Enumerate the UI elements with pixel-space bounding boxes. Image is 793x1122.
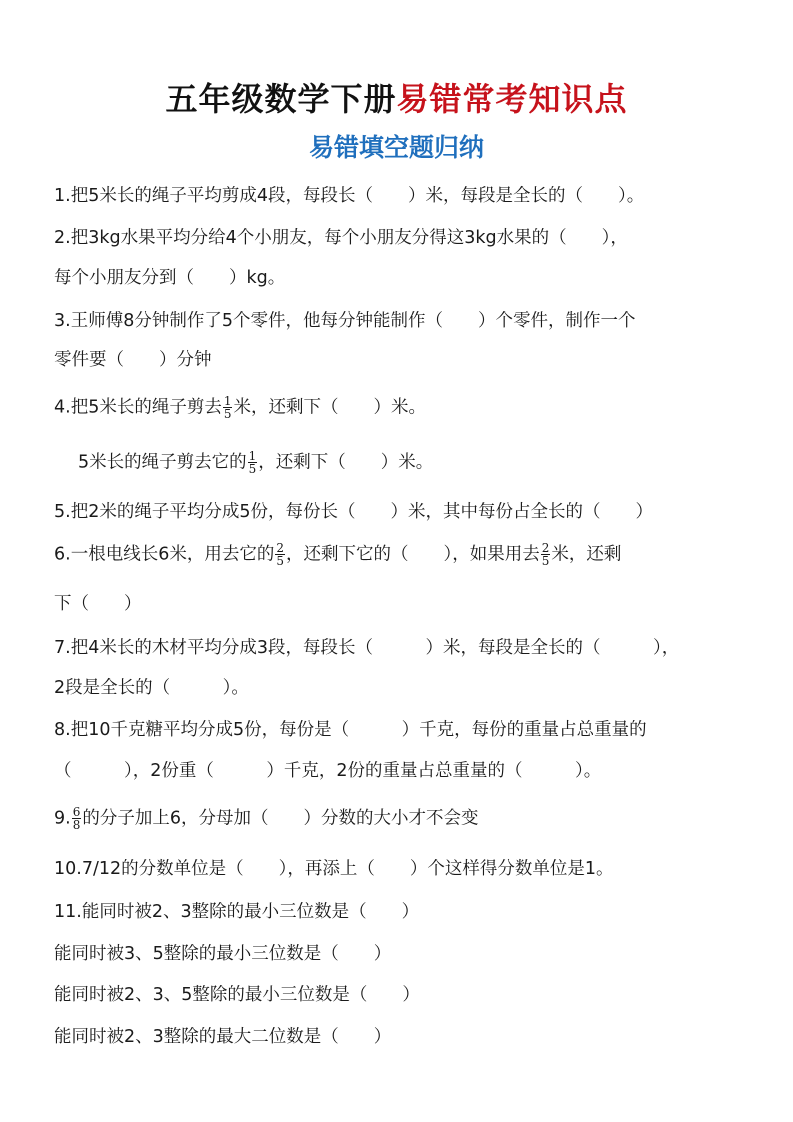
fraction-six-eighths [72,806,82,831]
fraction-numerator: 2 [276,541,284,555]
question-10: 10.7/12的分数单位是（ ），再添上（ ）个这样得分数单位是1。 [54,859,614,879]
question-3-line-2: 零件要（ ）分钟 [54,350,212,370]
fraction-denominator: 5 [276,554,284,568]
q6-prefix: 6.一根电线长6米，用去它的 [54,544,275,565]
title-grade-part: 五年级数学下册 [165,80,397,118]
page-subtitle: 易错填空题归纳 [308,133,484,162]
question-3-line-1: 3.王师傅8分钟制作了5个零件，他每分钟能制作（ ）个零件，制作一个 [54,311,636,331]
question-4-line-1 [54,395,426,420]
question-11-line-4: 能同时被2、3整除的最大二位数是（ ） [54,1027,392,1047]
page-title [0,74,793,120]
question-7-line-2: 2段是全长的（ ）。 [54,678,249,698]
question-6-line-2: 下（ ） [54,594,142,614]
question-8-line-2: （ ），2份重（ ）千克，2份的重量占总重量的（ ）。 [54,761,602,781]
question-2-line-2: 每个小朋友分到（ ）kg。 [54,268,286,288]
fraction-denominator: 5 [223,407,232,421]
question-11-line-2: 能同时被3、5整除的最小三位数是（ ） [54,944,392,964]
q4a-prefix: 4.把5米长的绳子剪去 [54,397,222,418]
question-7-line-1: 7.把4米长的木材平均分成3段，每段长（ ）米，每段是全长的（ ）， [54,638,680,658]
q4a-suffix: 米，还剩下（ ）米。 [233,397,426,418]
fraction-numerator: 6 [72,805,81,819]
fraction-denominator: 5 [248,462,257,476]
title-highlight-part: 易错常考知识点 [396,80,628,118]
q9-suffix: 的分子加上6，分母加（ ）分数的大小才不会变 [82,808,479,829]
q6-suffix: 米，还剩 [551,544,622,565]
question-5: 5.把2米的绳子平均分成5份，每份长（ ）米，其中每份占全长的（ ） [54,502,653,522]
question-1: 1.把5米长的绳子平均剪成4段，每段长（ ）米，每段是全长的（ ）。 [54,186,645,206]
fraction-one-fifth [223,395,233,420]
fraction-one-fifth [248,450,258,475]
fraction-denominator: 8 [72,818,81,832]
fraction-numerator: 2 [541,541,550,555]
question-11-line-3: 能同时被2、3、5整除的最小三位数是（ ） [54,985,420,1005]
fraction-two-fifths [541,542,551,567]
fraction-numerator: 1 [248,449,257,463]
question-6-line-1 [54,542,621,567]
question-8-line-1: 8.把10千克糖平均分成5份，每份是（ ）千克，每份的重量占总重量的 [54,720,647,740]
question-2-line-1: 2.把3kg水果平均分给4个小朋友，每个小朋友分得这3kg水果的（ ）， [54,228,628,248]
q6-middle: ，还剩下它的（ ），如果用去 [285,544,540,565]
q4b-prefix: 5米长的绳子剪去它的 [78,452,247,473]
fraction-denominator: 5 [541,554,550,568]
q4b-suffix: ，还剩下（ ）米。 [258,452,434,473]
question-4-line-2 [78,450,433,475]
q9-prefix: 9. [54,808,71,829]
fraction-two-fifths [275,542,285,567]
fraction-numerator: 1 [223,394,232,408]
question-9 [54,806,478,831]
question-11-line-1: 11.能同时被2、3整除的最小三位数是（ ） [54,902,420,922]
